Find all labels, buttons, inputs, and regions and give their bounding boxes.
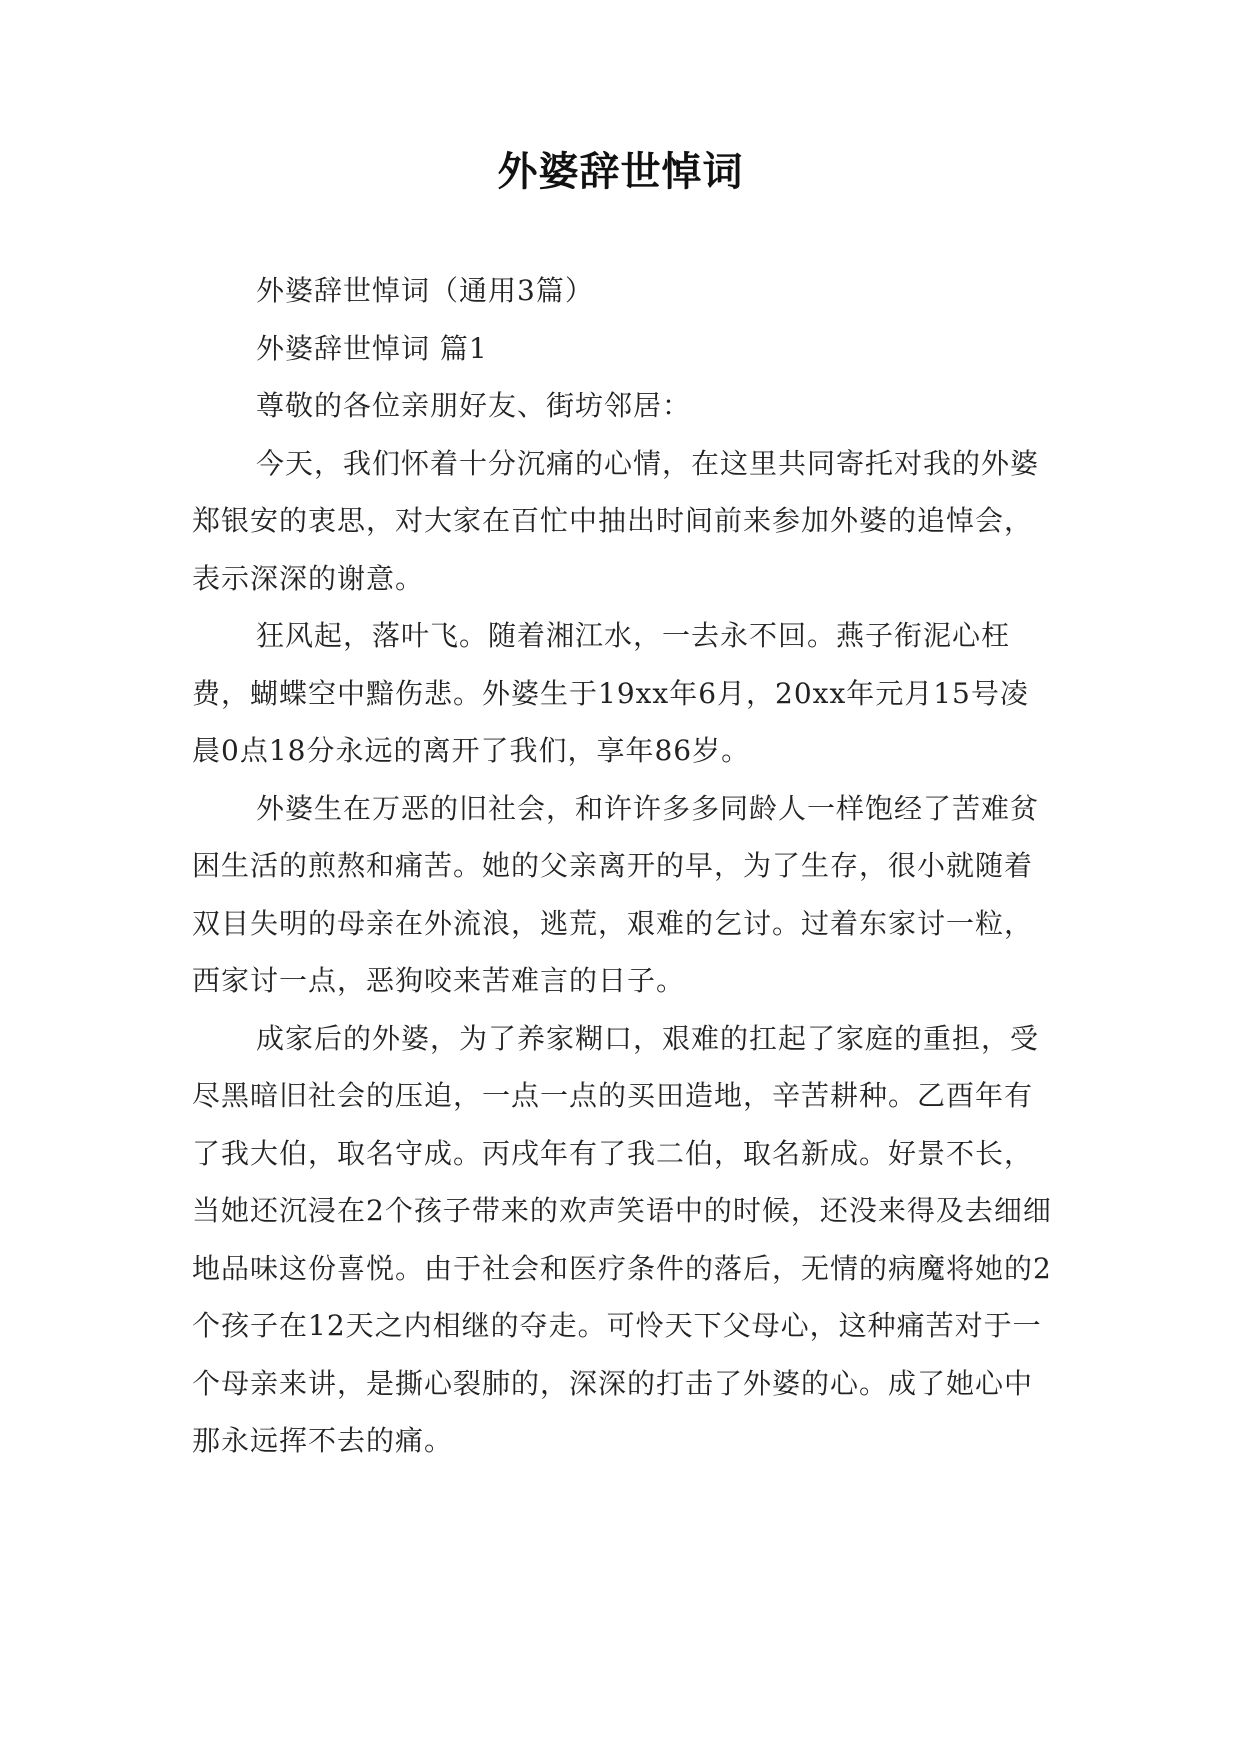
body-paragraph-4: 成家后的外婆，为了养家糊口，艰难的扛起了家庭的重担，受尽黑暗旧社会的压迫，一点一点的买田造地，辛苦耕种。乙酉年有了我大伯，取名守成。丙戌年有了我二伯，取名新成。好景不长，当她还沉浸在2个孩子带来的欢声笑语中的时候，还没来得及去细细地品味这份喜悦。由于社会和医疗条件的落后，无情的病魔将她的2个孩子在12天之内相继的夺走。可怜天下父母心，这种痛苦对于一个母亲来讲，是撕心裂肺的，深深的打击了外婆的心。成了她心中那永远挥不去的痛。	[192, 1021, 1052, 1457]
salutation-paragraph: 尊敬的各位亲朋好友、街坊邻居：	[256, 389, 692, 422]
document-title: 外婆辞世悼词	[497, 148, 744, 195]
body-paragraph-3: 外婆生在万恶的旧社会，和许许多多同龄人一样饱经了苦难贫困生活的煎熬和痛苦。她的父亲离开的早，为了生存，很小就随着双目失明的母亲在外流浪，逃荒，艰难的乞讨。过着东家讨一粒，西家讨一点，恶狗咬来苦难言的日子。	[192, 791, 1040, 997]
body-paragraph-2: 狂风起，落叶飞。随着湘江水，一去永不回。燕子衔泥心枉费，蝴蝶空中黯伤悲。外婆生于19xx年6月，20xx年元月15号凌晨0点18分永远的离开了我们，享年86岁。	[192, 619, 1029, 767]
subtitle-paragraph: 外婆辞世悼词（通用3篇）	[256, 274, 594, 307]
body-paragraph-1: 今天，我们怀着十分沉痛的心情，在这里共同寄托对我的外婆郑银安的衷思，对大家在百忙中抽出时间前来参加外婆的追悼会，表示深深的谢意。	[192, 446, 1040, 595]
section-heading: 外婆辞世悼词 篇1	[256, 331, 488, 365]
document-body	[192, 262, 1052, 1470]
